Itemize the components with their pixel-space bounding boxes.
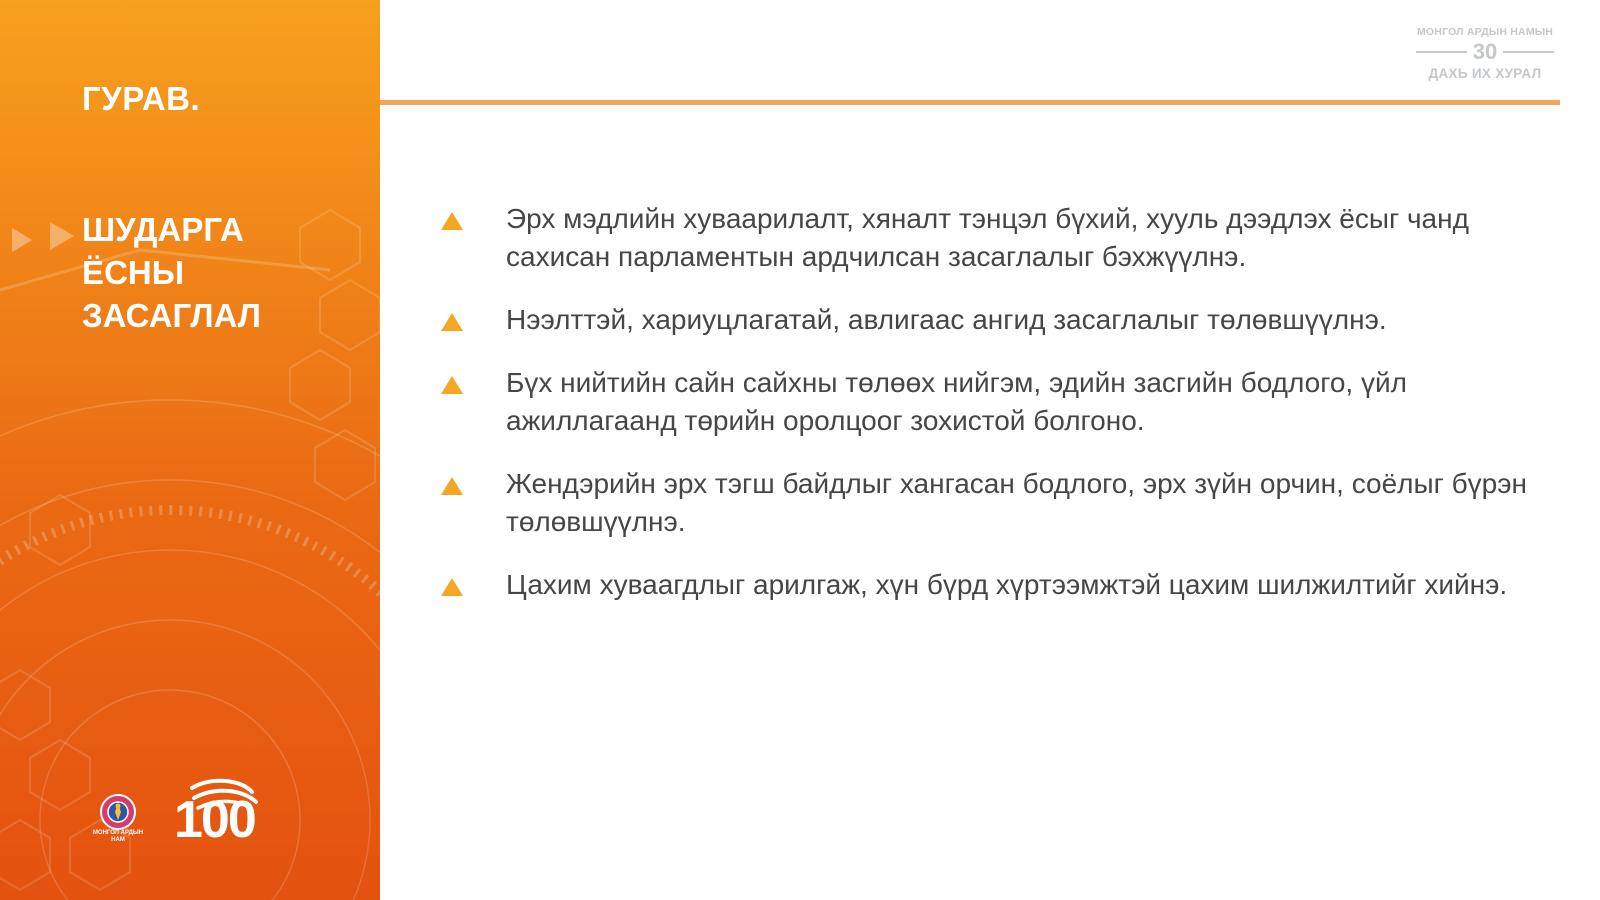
triangle-bullet-icon — [440, 200, 506, 231]
decorative-hexagon-pattern — [0, 0, 380, 900]
congress-badge — [1410, 26, 1560, 81]
triangle-bullet-icon — [440, 301, 506, 332]
divider — [1416, 51, 1467, 53]
congress-number: 30 — [1472, 39, 1498, 64]
list-item — [440, 566, 1560, 604]
bullet-text: Жендэрийн эрх тэгш байдлыг хангасан бодлого, эрх зүйн орчин, соёлыг бүрэн төлөвшүүлнэ. — [506, 468, 1527, 537]
section-number: ГУРАВ. — [82, 80, 201, 117]
triangle-bullet-icon — [440, 465, 506, 496]
bullet-text: Эрх мэдлийн хуваарилалт, хяналт тэнцэл бүхий, хууль дээдлэх ёсыг чанд сахисан парламентын ардчилсан засаглалыг бэхжүүлнэ. — [506, 203, 1469, 272]
congress-number-row — [1410, 40, 1560, 64]
list-item — [440, 364, 1560, 440]
triangle-bullet-icon — [440, 566, 506, 597]
divider — [1503, 51, 1554, 53]
bullet-text: Нээлттэй, хариуцлагатай, авлигаас ангид засаглалыг төлөвшүүлнэ. — [506, 304, 1387, 335]
congress-party-name: МОНГОЛ АРДЫН НАМЫН — [1416, 26, 1554, 38]
sidebar-panel — [0, 0, 380, 900]
list-item — [440, 301, 1560, 339]
section-title: ШУДАРГА ЁСНЫ ЗАСАГЛАЛ — [82, 211, 261, 334]
bullet-text: Бүх нийтийн сайн сайхны төлөөх нийгэм, эдийн засгийн бодлого, үйл ажиллагаанд төрийн оролцоог зохистой болгоно. — [506, 367, 1407, 436]
bullet-text: Цахим хуваагдлыг арилгаж, хүн бүрд хүртээмжтэй цахим шилжилтийг хийнэ. — [506, 569, 1508, 600]
list-item — [440, 200, 1560, 276]
bullet-list — [440, 200, 1560, 604]
congress-label: ДАХЬ ИХ ХУРАЛ — [1428, 66, 1542, 81]
emblem-caption: МОНГОЛ АРДЫН НАМ — [92, 830, 144, 843]
centenary-number: 100 — [174, 791, 255, 849]
list-item — [440, 465, 1560, 541]
header-accent-line — [380, 100, 1560, 105]
triangle-bullet-icon — [440, 364, 506, 395]
